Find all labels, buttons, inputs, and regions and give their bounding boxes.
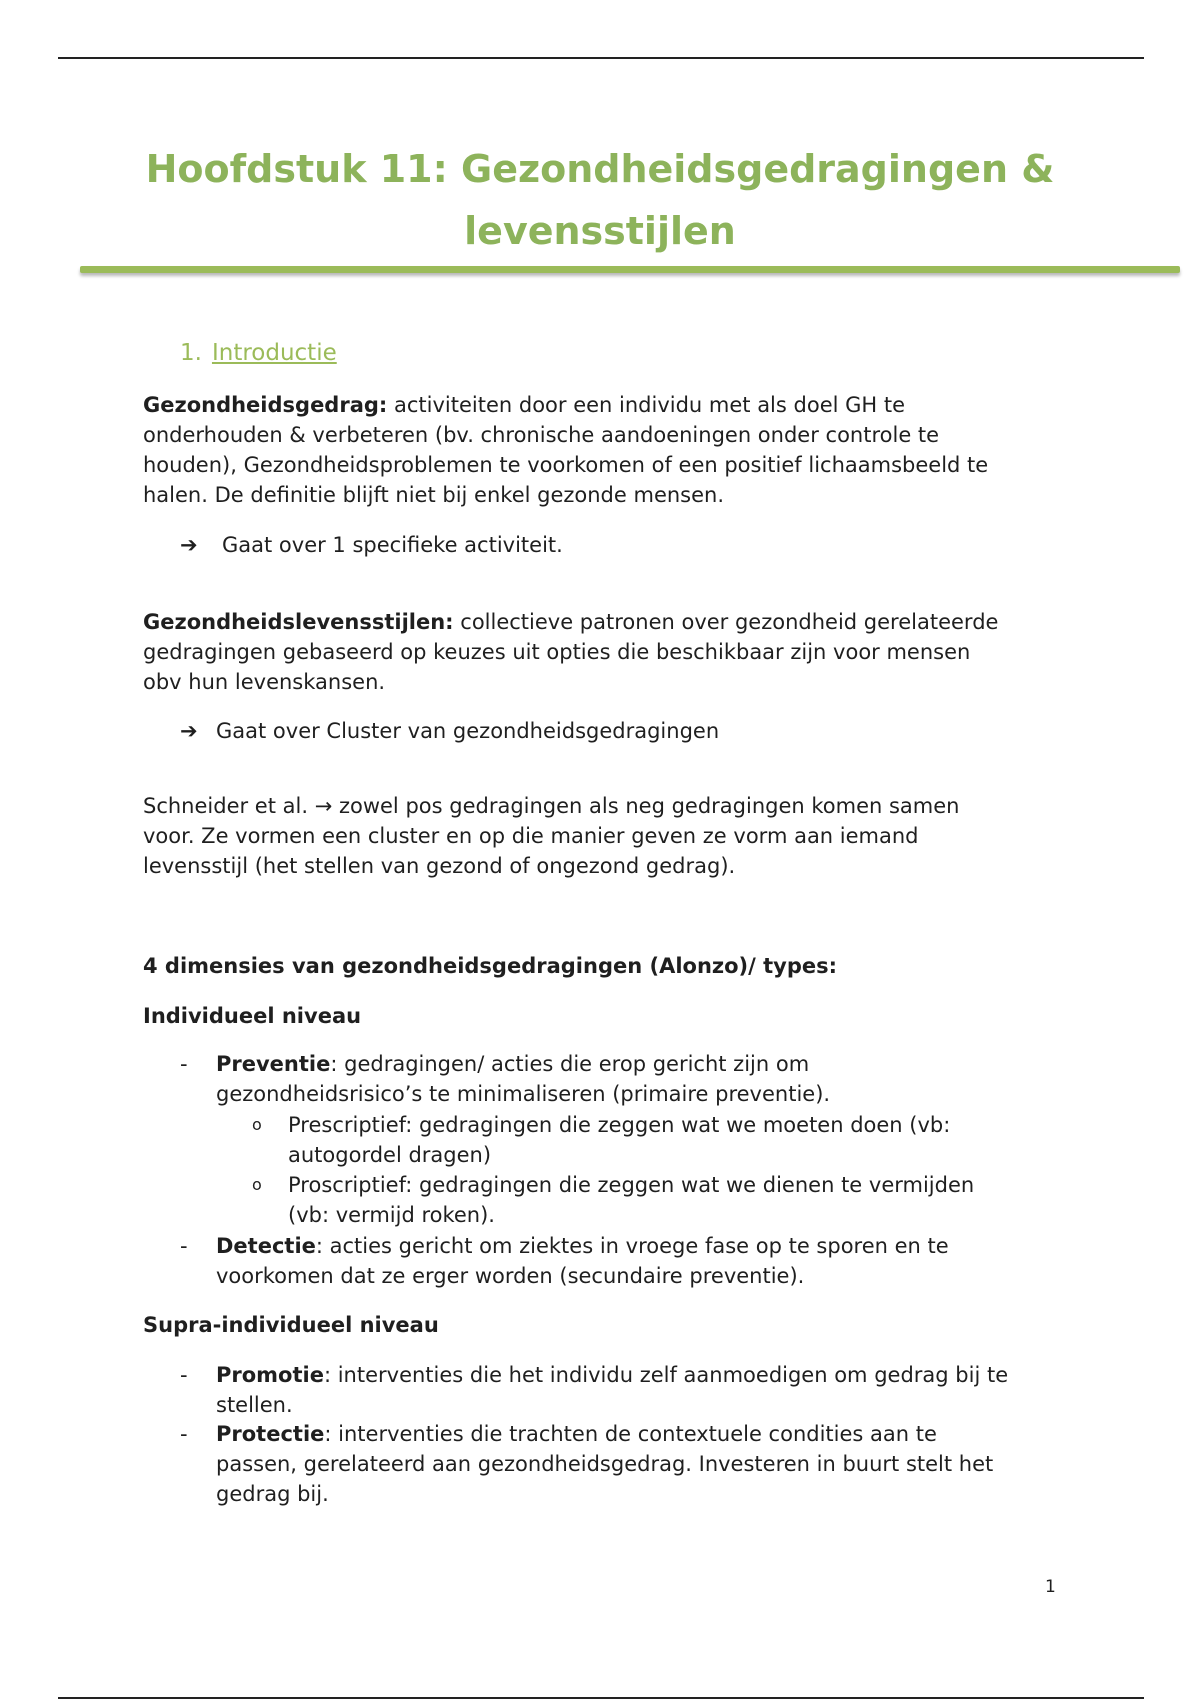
paragraph-line: levensstijl (het stellen van gezond of ongezond gedrag). [143, 854, 736, 878]
list-item-text: gezondheidsrisico’s te minimaliseren (primaire preventie). [216, 1082, 831, 1106]
section-label: Introductie [211, 340, 337, 366]
footer-rule [58, 1697, 1144, 1699]
definition-term: Gezondheidsgedrag: [143, 393, 388, 417]
schneider-paragraph [143, 791, 1073, 881]
definition-text: obv hun levenskansen. [143, 670, 386, 694]
bullet-dash: - [180, 1052, 188, 1076]
section-heading [180, 340, 337, 366]
definition-text: gedragingen gebaseerd op keuzes uit opties die beschikbaar zijn voor mensen [143, 640, 971, 664]
list-item-term: Promotie [216, 1363, 324, 1387]
title-line-2: levensstijlen [464, 209, 736, 253]
definition-text: onderhouden & verbeteren (bv. chronische aandoeningen onder controle te [143, 423, 940, 447]
dimensions-heading: 4 dimensies van gezondheidsgedragingen (Alonzo)/ types: [143, 954, 838, 978]
list-item-text: stellen. [216, 1393, 293, 1417]
sub-item-proscriptief [252, 1170, 1068, 1230]
definition-term: Gezondheidslevensstijlen: [143, 610, 454, 634]
definition-gezondheidsgedrag [143, 390, 1073, 510]
list-item-term: Protectie [216, 1422, 325, 1446]
sub-bullet-circle: o [252, 1175, 262, 1194]
bullet-dash: - [180, 1422, 188, 1446]
definition-text: houden), Gezondheidsproblemen te voorkomen of een positief lichaamsbeeld te [143, 453, 989, 477]
sub-item-text: Prescriptief: gedragingen die zeggen wat we moeten doen (vb: [288, 1113, 951, 1137]
paragraph-line: voor. Ze vormen een cluster en op die manier geven ze vorm aan iemand [143, 824, 919, 848]
list-item-text: : interventies die het individu zelf aanmoedigen om gedrag bij te [323, 1363, 1009, 1387]
definition-text: halen. De definitie blijft niet bij enkel gezonde mensen. [143, 483, 725, 507]
definition-text: collectieve patronen over gezondheid gerelateerde [453, 610, 999, 634]
header-rule [58, 57, 1144, 59]
list-item-term: Detectie [216, 1234, 316, 1258]
list-item-text: : gedragingen/ acties die erop gericht zijn om [330, 1052, 810, 1076]
definition-text: activiteiten door een individu met als doel GH te [387, 393, 906, 417]
list-item-text: : interventies die trachten de contextuele condities aan te [324, 1422, 937, 1446]
bullet-dash: - [180, 1363, 188, 1387]
list-item-protectie [180, 1419, 1066, 1509]
list-item-term: Preventie [216, 1052, 331, 1076]
list-item-text: gedrag bij. [216, 1482, 329, 1506]
arrow-note-1 [180, 530, 563, 560]
sub-item-text: Proscriptief: gedragingen die zeggen wat we dienen te vermijden [288, 1173, 975, 1197]
list-item-text: passen, gerelateerd aan gezondheidsgedrag. Investeren in buurt stelt het [216, 1452, 994, 1476]
page-title [110, 138, 1090, 262]
sub-item-prescriptief [252, 1110, 1068, 1170]
list-item-detectie [180, 1231, 1066, 1291]
arrow-icon: ➔ [180, 533, 198, 557]
list-item-preventie [180, 1049, 1066, 1109]
title-line-1: Hoofdstuk 11: Gezondheidsgedragingen & [145, 147, 1055, 191]
page-number: 1 [1045, 1577, 1056, 1597]
supra-level-heading: Supra-individueel niveau [143, 1313, 439, 1337]
list-item-text: voorkomen dat ze erger worden (secundaire preventie). [216, 1264, 805, 1288]
arrow-icon: ➔ [180, 719, 198, 743]
sub-item-text: (vb: vermijd roken). [288, 1203, 495, 1227]
list-item-text: : acties gericht om ziektes in vroege fase op te sporen en te [315, 1234, 949, 1258]
paragraph-line: Schneider et al. → zowel pos gedragingen als neg gedragingen komen samen [143, 794, 960, 818]
arrow-note-2 [180, 716, 719, 746]
section-number: 1. [180, 340, 202, 366]
sub-item-text: autogordel dragen) [288, 1143, 492, 1167]
list-item-promotie [180, 1360, 1066, 1420]
bullet-dash: - [180, 1234, 188, 1258]
definition-gezondheidslevensstijlen [143, 607, 1073, 697]
individual-level-heading: Individueel niveau [143, 1004, 362, 1028]
arrow-note-text: Gaat over Cluster van gezondheidsgedragingen [216, 719, 720, 743]
arrow-note-text: Gaat over 1 specifieke activiteit. [222, 533, 563, 557]
title-underline-bar [80, 266, 1180, 273]
sub-bullet-circle: o [252, 1115, 262, 1134]
